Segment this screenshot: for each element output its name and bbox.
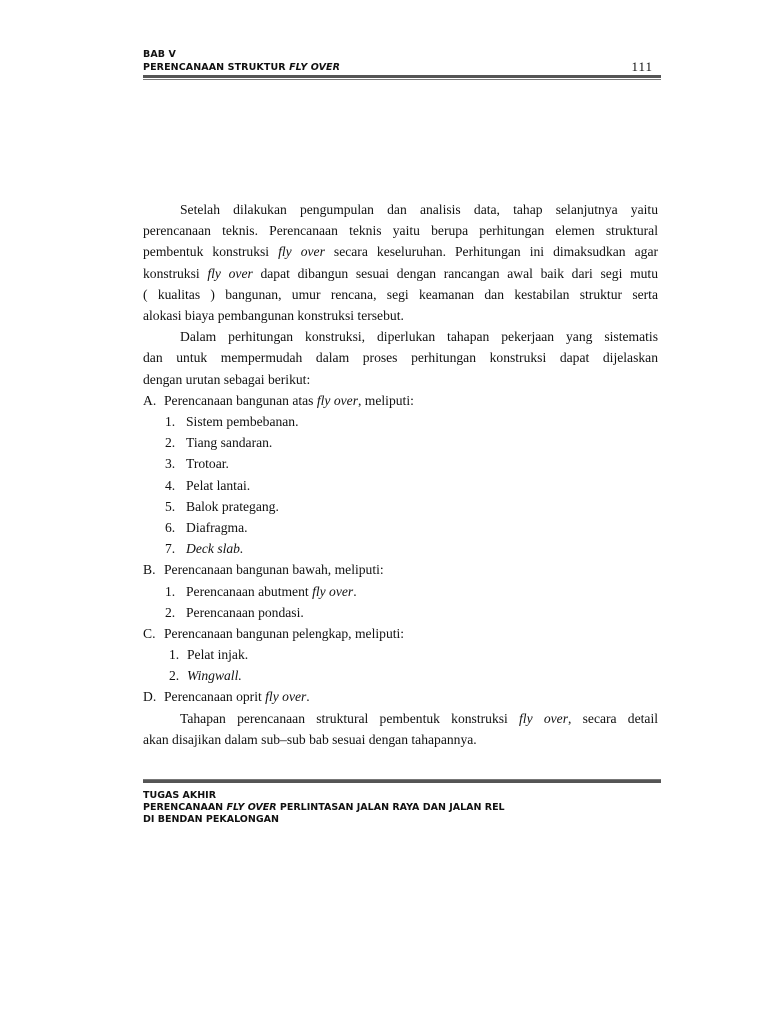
footer-title: PERENCANAAN FLY OVER PERLINTASAN JALAN RAYA DAN JALAN REL xyxy=(143,802,505,813)
chapter-label: BAB V xyxy=(143,49,176,60)
list-item: 7. Deck slab. xyxy=(165,541,244,557)
page-header xyxy=(143,48,661,74)
list-item: 5. Balok prategang. xyxy=(165,498,279,514)
footer-divider xyxy=(143,778,661,783)
paragraph-method: Dalam perhitungan konstruksi, diperlukan tahapan pekerjaan yang sistematis dan untuk mempermudah dalam proses perhitungan konstruksi dapat dijelaskan dengan urutan sebagai berikut: xyxy=(143,329,658,387)
list-item: 4. Pelat lantai. xyxy=(165,477,251,493)
list-item: 1. Perencanaan abutment fly over. xyxy=(165,583,357,599)
list-item: 2. Perencanaan pondasi. xyxy=(165,604,304,620)
page-number: 111 xyxy=(631,59,653,74)
chapter-title: PERENCANAAN STRUKTUR FLY OVER xyxy=(143,62,341,73)
page-footer xyxy=(143,790,661,826)
list-item: 1. Sistem pembebanan. xyxy=(165,414,299,430)
section-c-heading: C. Perencanaan bangunan pelengkap, meliputi: xyxy=(143,625,405,641)
list-item: 1. Pelat injak. xyxy=(169,647,249,663)
section-d-heading: D. Perencanaan oprit fly over. xyxy=(143,689,310,705)
header-divider xyxy=(143,75,661,80)
footer-location: DI BENDAN PEKALONGAN xyxy=(143,814,279,825)
section-b-heading: B. Perencanaan bangunan bawah, meliputi: xyxy=(143,562,384,578)
paragraph-intro: Setelah dilakukan pengumpulan dan analisis data, tahap selanjutnya yaitu perencanaan teknis. Perencanaan teknis yaitu berupa perhitungan elemen struktural pembentuk konstruksi fly over secara keseluruhan. Perhitungan ini dimaksudkan agar konstruksi fly over dapat dibangun sesuai dengan rancangan awal baik dari segi mutu ( kualitas ) bangunan, umur rencana, segi keamanan dan kestabilan struktur serta alokasi biaya pembangunan konstruksi tersebut. xyxy=(143,202,659,324)
list-item: 2. Tiang sandaran. xyxy=(165,435,273,451)
paragraph-closing: Tahapan perencanaan struktural pembentuk konstruksi fly over, secara detail akan disajikan dalam sub–sub bab sesuai dengan tahapannya. xyxy=(143,710,658,747)
body-text xyxy=(143,199,658,750)
list-item: 3. Trotoar. xyxy=(165,456,229,472)
list-item: 2. Wingwall. xyxy=(169,668,242,684)
footer-label: TUGAS AKHIR xyxy=(143,790,217,801)
list-item: 6. Diafragma. xyxy=(165,519,248,535)
section-a-heading: A. Perencanaan bangunan atas fly over, meliputi: xyxy=(143,392,414,408)
